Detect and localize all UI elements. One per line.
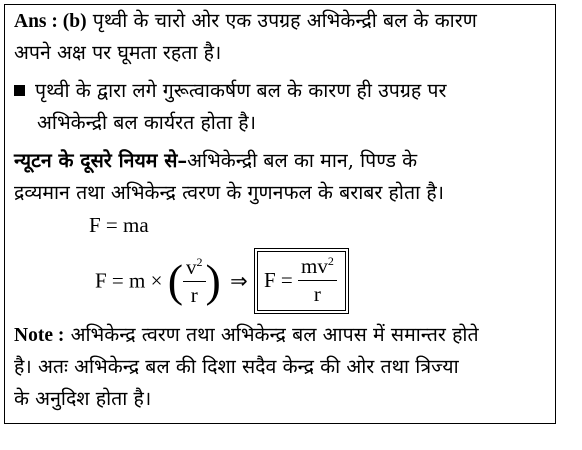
boxed-r-denominator: r bbox=[313, 282, 321, 306]
bullet-line-2 bbox=[37, 109, 256, 137]
newton-dash: – bbox=[177, 149, 188, 172]
note-line-2 bbox=[14, 353, 459, 381]
fraction-mv2-over-r bbox=[298, 254, 337, 307]
v-exponent: 2 bbox=[196, 254, 203, 269]
newton-text-1: अभिकेन्द्री बल का मान, पिण्ड के bbox=[187, 149, 418, 172]
newton-heading: न्यूटन के दूसरे नियम से bbox=[14, 149, 178, 172]
square-bullet-icon bbox=[14, 85, 25, 96]
bullet-text-1: पृथ्वी के द्वारा लगे गुरूत्वाकर्षण बल के कारण ही उपग्रह पर bbox=[35, 79, 447, 102]
bullet-line-1 bbox=[14, 77, 446, 105]
ans-text-2: अपने अक्ष पर घूमता रहता है। bbox=[14, 41, 222, 64]
boxed-lhs: F = bbox=[263, 268, 293, 292]
answer-box bbox=[4, 4, 556, 424]
implies-arrow: ⇒ bbox=[230, 268, 248, 293]
newton-line-2 bbox=[14, 179, 444, 207]
newton-line-1 bbox=[14, 147, 417, 175]
newton-text-2: द्रव्यमान तथा अभिकेन्द्र त्वरण के गुणनफल के बराबर होता है। bbox=[14, 181, 445, 204]
ans-line-1 bbox=[14, 7, 477, 36]
v-numerator: v bbox=[186, 254, 197, 279]
note-text-3: के अनुदिश होता है। bbox=[14, 387, 152, 410]
ans-text-1: पृथ्वी के चारो ओर एक उपग्रह अभिकेन्द्री बल के कारण bbox=[92, 9, 477, 32]
bullet-text-2: अभिकेन्द्री बल कार्यरत होता है। bbox=[37, 111, 256, 134]
eq2-lhs: F = m × bbox=[95, 268, 163, 293]
fraction-bar bbox=[183, 281, 206, 282]
boxed-result bbox=[257, 251, 346, 311]
ans-line-2 bbox=[14, 39, 221, 67]
note-label: Note : bbox=[14, 325, 65, 346]
fraction-v2-over-r bbox=[183, 255, 206, 308]
left-paren: ( bbox=[167, 255, 184, 306]
note-text-1: अभिकेन्द्र त्वरण तथा अभिकेन्द्र बल आपस में समान्तर होते bbox=[70, 323, 479, 346]
boxed-fraction-bar bbox=[298, 280, 337, 281]
mv-exponent: 2 bbox=[327, 254, 334, 268]
note-line-1 bbox=[14, 321, 479, 350]
right-paren: ) bbox=[205, 255, 221, 306]
ans-label: Ans : (b) bbox=[14, 11, 87, 32]
note-line-3 bbox=[14, 385, 151, 413]
equation-f-ma: F = ma bbox=[89, 213, 149, 237]
note-text-2: है। अतः अभिकेन्द्र बल की दिशा सदैव केन्द्र की ओर तथा त्रिज्या bbox=[14, 355, 459, 378]
mv-numerator: mv bbox=[301, 254, 328, 278]
r-denominator: r bbox=[190, 282, 198, 307]
equation-centripetal bbox=[95, 251, 346, 311]
